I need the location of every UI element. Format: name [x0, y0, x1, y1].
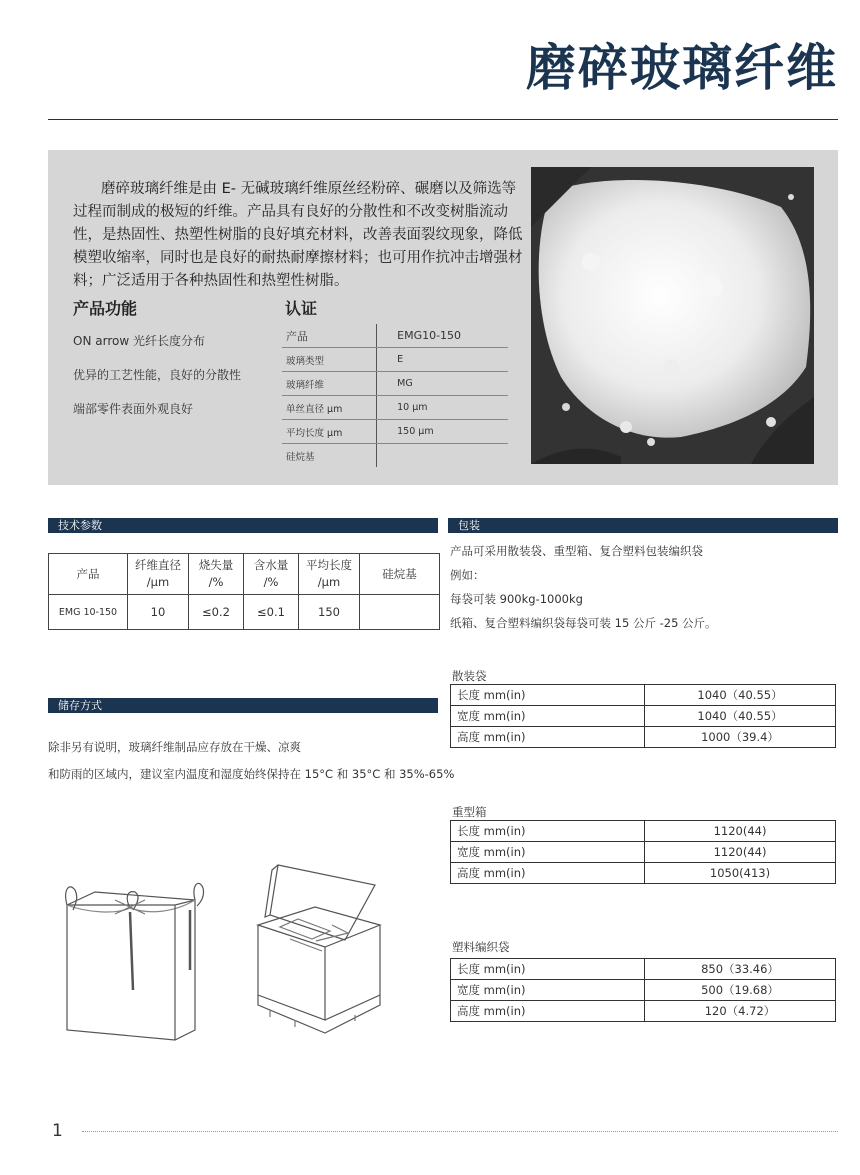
- bulk-bag-illustration: [55, 870, 215, 1045]
- bulk-bag-table: [450, 684, 836, 748]
- dim-label: 长度 mm(in): [451, 685, 645, 706]
- table-row: [451, 727, 836, 748]
- cert-value: 150 μm: [377, 420, 508, 444]
- table-row: [451, 685, 836, 706]
- cert-value: 10 μm: [377, 396, 508, 420]
- cert-value: MG: [377, 372, 508, 396]
- tech-params-heading: 技术参数: [48, 518, 438, 533]
- table-cell: 150: [299, 595, 360, 630]
- feature-item: ON arrow 光纤长度分布: [73, 334, 205, 348]
- table-row: [451, 959, 836, 980]
- cert-value: [377, 444, 508, 468]
- bulk-bag-title: 散装袋: [452, 669, 487, 683]
- cert-label: 平均长度 μm: [282, 420, 377, 444]
- storage-line: 除非另有说明，玻璃纤维制品应存放在干燥、凉爽: [48, 740, 301, 754]
- dim-label: 长度 mm(in): [451, 959, 645, 980]
- woven-bag-table: [450, 958, 836, 1022]
- column-header: 含水量 /%: [244, 554, 299, 595]
- cert-value: E: [377, 348, 508, 372]
- feature-item: 优异的工艺性能，良好的分散性: [73, 368, 242, 382]
- title-divider: [48, 119, 838, 120]
- table-row: [451, 821, 836, 842]
- table-row: [282, 372, 508, 396]
- table-cell: EMG 10-150: [49, 595, 128, 630]
- heavy-box-illustration: [250, 855, 390, 1045]
- table-cell: ≤0.2: [189, 595, 244, 630]
- cert-label: 产品: [282, 324, 377, 348]
- column-header: 纤维直径 /μm: [128, 554, 189, 595]
- dim-value: 850（33.46）: [645, 959, 836, 980]
- dim-label: 宽度 mm(in): [451, 706, 645, 727]
- table-row: [282, 444, 508, 468]
- features-heading: 产品功能: [73, 299, 138, 318]
- woven-bag-title: 塑料编织袋: [452, 940, 510, 954]
- table-row: [282, 420, 508, 444]
- page-number: 1: [52, 1121, 63, 1141]
- dim-label: 高度 mm(in): [451, 1001, 645, 1022]
- cert-label: 硅烷基: [286, 451, 315, 463]
- packaging-line: 产品可采用散装袋、重型箱、复合塑料包装编织袋: [450, 544, 703, 558]
- table-row: [282, 396, 508, 420]
- intro-paragraph: 磨碎玻璃纤维是由 E- 无碱玻璃纤维原丝经粉碎、碾磨以及筛选等过程而制成的极短的纤维。产品具有良好的分散性和不改变树脂流动性，是热固性、热塑性树脂的良好填充材料，改善表面裂纹现象，降低模塑收缩率，同时也是良好的耐热耐摩擦材料；也可用作抗冲击增强材料；广泛适用于各种热固性和热塑性树脂。: [73, 181, 523, 289]
- dim-value: 1040（40.55）: [645, 706, 836, 727]
- table-cell: [360, 595, 440, 630]
- packaging-line: 每袋可装 900kg-1000kg: [450, 592, 583, 606]
- table-row: [451, 842, 836, 863]
- heavy-box-title: 重型箱: [452, 805, 487, 819]
- dim-label: 宽度 mm(in): [451, 980, 645, 1001]
- packaging-line: 例如：: [450, 568, 485, 582]
- column-header: 烧失量 /%: [189, 554, 244, 595]
- table-row: [451, 1001, 836, 1022]
- dim-value: 1000（39.4）: [645, 727, 836, 748]
- dim-value: 500（19.68）: [645, 980, 836, 1001]
- product-photo: [531, 167, 814, 464]
- table-row: [451, 706, 836, 727]
- dim-label: 高度 mm(in): [451, 727, 645, 748]
- column-header: 产品: [49, 554, 128, 595]
- table-row: [282, 348, 508, 372]
- dim-value: 1120(44): [645, 821, 836, 842]
- dim-value: 1050(413): [645, 863, 836, 884]
- table-cell: ≤0.1: [244, 595, 299, 630]
- column-header: 平均长度 /μm: [299, 554, 360, 595]
- table-row: [451, 863, 836, 884]
- packaging-heading: 包装: [448, 518, 838, 533]
- column-header: 硅烷基: [360, 554, 440, 595]
- table-row: [451, 980, 836, 1001]
- storage-heading: 储存方式: [48, 698, 438, 713]
- storage-line: 和防雨的区域内，建议室内温度和湿度始终保持在 15°C 和 35°C 和 35%-65%: [48, 767, 455, 781]
- dim-label: 宽度 mm(in): [451, 842, 645, 863]
- certification-heading: 认证: [285, 299, 318, 318]
- cert-label: 玻璃纤维: [282, 372, 377, 396]
- page-title: 磨碎玻璃纤维: [526, 39, 838, 97]
- feature-item: 端部零件表面外观良好: [73, 402, 194, 416]
- certification-table: [282, 324, 508, 467]
- heavy-box-table: [450, 820, 836, 884]
- dim-value: 1040（40.55）: [645, 685, 836, 706]
- dim-label: 长度 mm(in): [451, 821, 645, 842]
- table-row: [49, 595, 440, 630]
- dim-value: 1120(44): [645, 842, 836, 863]
- dim-value: 120（4.72）: [645, 1001, 836, 1022]
- packaging-line: 纸箱、复合塑料编织袋每袋可装 15 公斤 -25 公斤。: [450, 616, 717, 630]
- cert-label: 单丝直径 μm: [282, 396, 377, 420]
- cert-value: EMG10-150: [377, 324, 508, 348]
- cert-label: 玻璃类型: [282, 348, 377, 372]
- footer-dotted-rule: [82, 1131, 838, 1132]
- table-row: [282, 324, 508, 348]
- glass-fiber-powder-image: [531, 167, 814, 464]
- table-header-row: [49, 554, 440, 595]
- dim-label: 高度 mm(in): [451, 863, 645, 884]
- tech-params-table: [48, 553, 440, 630]
- table-cell: 10: [128, 595, 189, 630]
